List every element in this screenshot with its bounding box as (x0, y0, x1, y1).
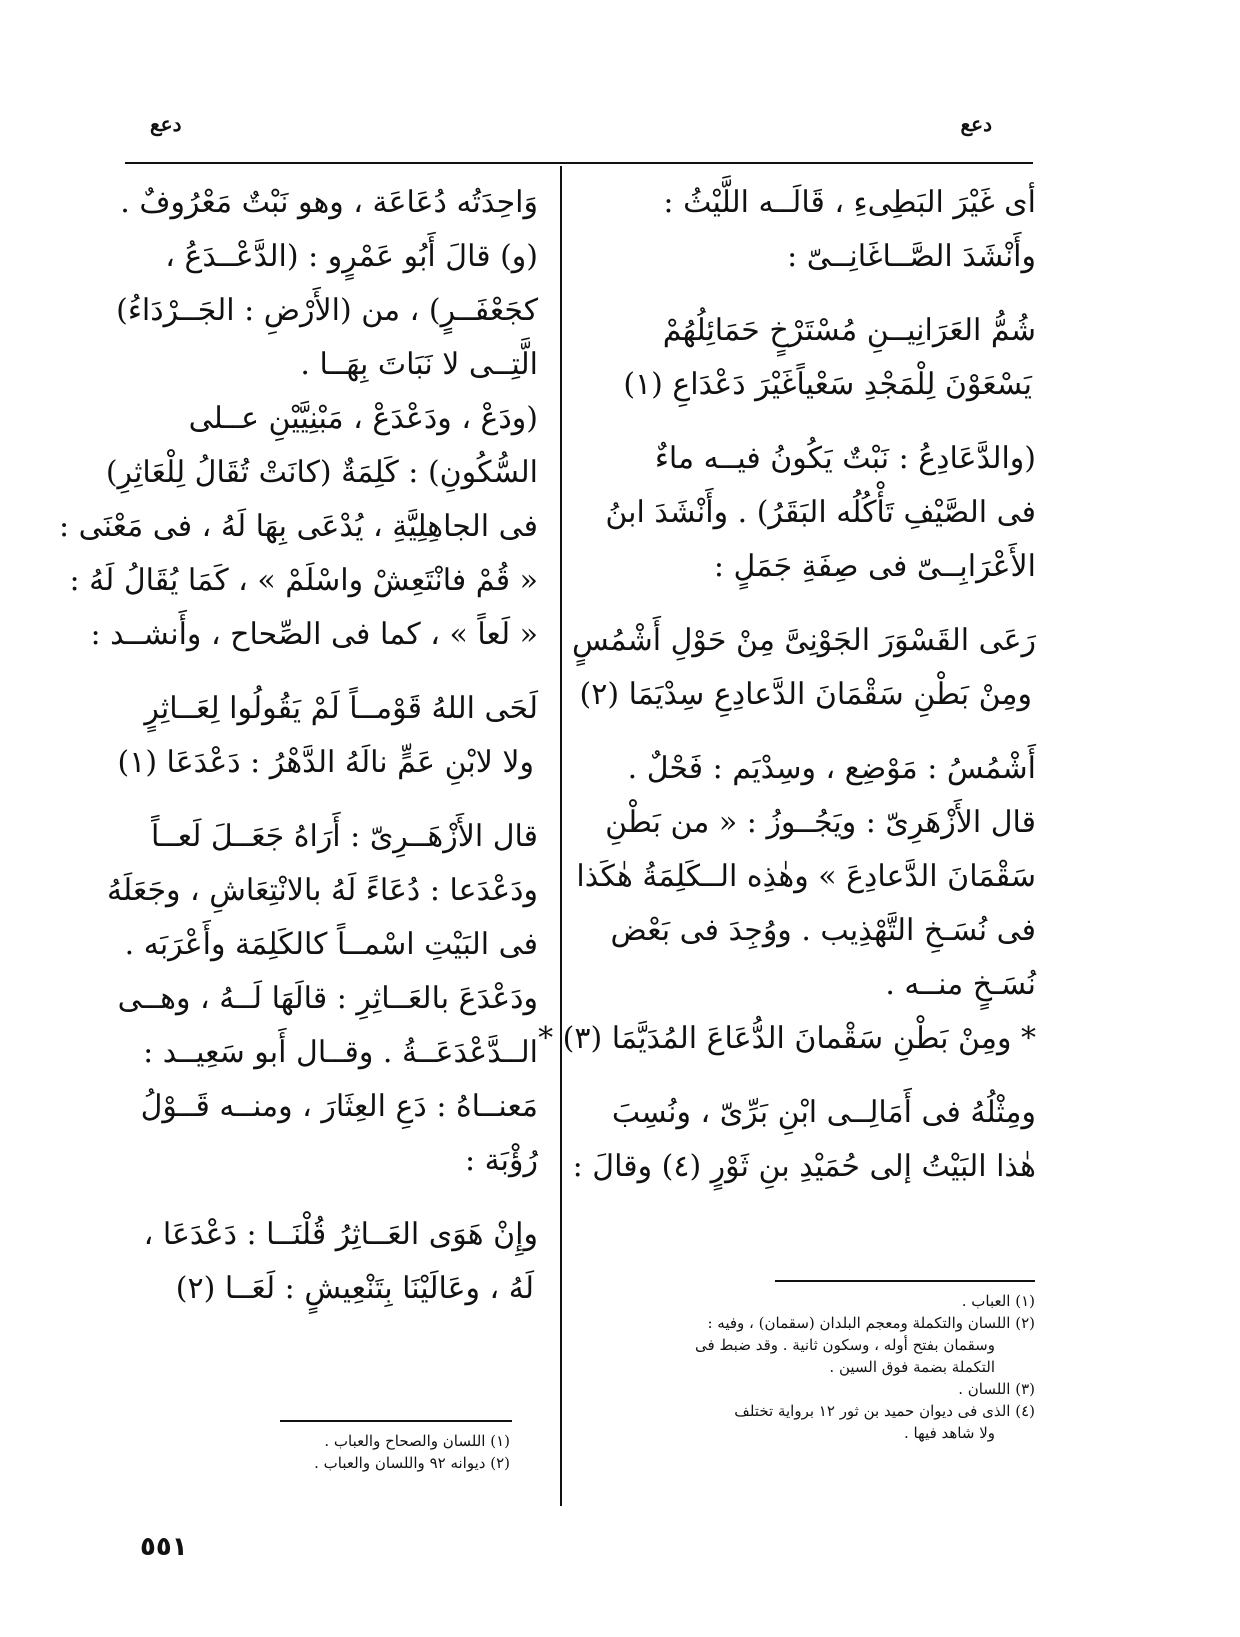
verse-line: * ومِنْ بَطْنِ سَقْمانَ الدُّعَاعَ المُدَيَّمَا (٣) * (538, 1021, 1036, 1056)
text-line: ودَعْدَعا : دُعَاءً لَهُ بالانْتِعَاشِ ، وجَعَلَهُ (106, 873, 538, 908)
text-line: أَشْمُسُ : مَوْضِع ، وسِدْيَم : فَحْلٌ . (627, 751, 1036, 786)
text-line: هٰذا البَيْتُ إلى حُمَيْدِ بنِ ثَوْرٍ (٤) وقالَ : (572, 1149, 1036, 1184)
footnote-rule-right (775, 1280, 1035, 1282)
verse-line: ولا لابْنِ عَمٍّ نالَهُ الدَّهْرُ : دَعْدَعَا (١) (117, 745, 534, 780)
footnote-line: (١) اللسان والصحاح والعباب . (324, 1432, 510, 1450)
verse-line: لَحَى اللهُ قَوْمــاً لَمْ يَقُولُوا لِعَــاثِرٍ (144, 691, 538, 726)
footnotes-left (255, 1430, 510, 1474)
text-line: نُسَـخٍ منــه . (885, 967, 1036, 1002)
running-header-left: دعع (150, 112, 182, 136)
text-line: « لَعاً » ، كما فى الصِّحاح ، وأَنشــد : (90, 617, 538, 652)
verse-line: شُمُّ العَرَانِيــنِ مُسْتَرْخٍ حَمَائِلُهُمْ (662, 313, 1036, 348)
verse-line: رَعَى القَسْوَرَ الجَوْنِىَّ مِنْ حَوْلِ أَشْمُسٍ (572, 623, 1036, 658)
footnotes-right (595, 1290, 1035, 1444)
verse-line: ومِنْ بَطْنِ سَقْمَانَ الدَّعادِعِ سِدْيَمَا (٢) (579, 677, 1032, 712)
text-line: فى الصَّيْفِ تَأْكُلُه البَقَرُ) . وأَنْشَدَ ابنُ (605, 495, 1036, 530)
text-line: ودَعْدَعَ بالعَــاثِرِ : قالَهَا لَــهُ ، وهــى (117, 981, 538, 1016)
text-line: (و) قالَ أَبُو عَمْرٍو : (الدَّعْــدَعُ ، (165, 239, 538, 274)
footnote-line: (٤) الذى فى ديوان حميد بن ثور ١٢ برواية تختلف (734, 1402, 1035, 1420)
verse-line: لَهُ ، وعَالَيْنَا بِتَنْعِيشٍ : لَعَــا (٢) (175, 1271, 534, 1306)
right-column (538, 176, 1036, 1194)
text-line: رُؤْبَة : (464, 1143, 538, 1178)
text-line: (والدَّعَادِعُ : نَبْتٌ يَكُونُ فيــه ماءٌ (654, 441, 1036, 476)
footnote-line: (٢) ديوانه ٩٢ واللسان والعباب . (314, 1454, 510, 1472)
text-line: وأَنْشَدَ الصَّــاغَانِــىّ : (787, 239, 1036, 274)
page-number: ٥٥١ (140, 1532, 188, 1562)
footnote-line: (١) العباب . (961, 1292, 1035, 1310)
text-line: فى الجاهِلِيَّةِ ، يُدْعَى بِهَا لَهُ ، فى مَعْنَى : (58, 509, 538, 544)
text-line: أى غَيْرَ البَطِىءِ ، قَالَــه اللَّيْثُ : (663, 185, 1036, 220)
verse-line: يَسْعَوْنَ لِلْمَجْدِ سَعْياًغَيْرَ دَعْدَاعِ (١) (623, 367, 1032, 402)
text-line: مَعنــاهُ : دَعِ العِثَارَ ، ومنــه قَــوْلُ (140, 1089, 538, 1124)
text-line: قال الأَزْهَرِىّ : ويَجُــوزُ : « من بَطْنِ (605, 805, 1036, 840)
column-divider (560, 166, 562, 1506)
header-rule (125, 162, 1033, 164)
footnote-line: ولا شاهد فيها . (904, 1424, 995, 1442)
text-line: ومِثْلُهُ فى أَمَالِــى ابْنِ بَرِّىّ ، ونُسِبَ (611, 1095, 1036, 1130)
text-line: الــدَّعْدَعَــةُ . وقــال أَبو سَعِيــد : (143, 1035, 538, 1070)
text-line: سَقْمَانَ الدَّعادِعَ » وهٰذِه الــكَلِمَةُ هٰكَذا (576, 859, 1036, 894)
text-line: « قُمْ فانْتَعِشْ واسْلَمْ » ، كَمَا يُقَالُ لَهُ : (69, 563, 538, 598)
text-line: (ودَعْ ، ودَعْدَعْ ، مَبْنِيَّيْنِ عــلى (188, 401, 538, 436)
text-line: كجَعْفَــرٍ) ، من (الأَرْضِ : الجَــرْدَاءُ) (116, 293, 538, 328)
text-line: الَّتِــى لا نَبَاتَ بِهَــا . (300, 347, 538, 382)
text-line: فى نُسَـخِ التَّهْذِيب . ووُجِدَ فى بَعْض (610, 913, 1036, 948)
left-column (58, 176, 538, 1316)
verse-line: وإِنْ هَوَى العَــاثِرُ قُلْنَــا : دَعْدَعَا ، (143, 1217, 538, 1252)
footnote-line: وسقمان بفتح أوله ، وسكون ثانية . وقد ضبط فى (695, 1336, 995, 1354)
footnote-line: (٢) اللسان والتكملة ومعجم البلدان (سقمان) ، وفيه : (707, 1314, 1035, 1332)
text-line: الأَعْرَابِــىّ فى صِفَةِ جَمَلٍ : (713, 549, 1036, 584)
footnote-rule-left (280, 1420, 512, 1422)
footnote-line: (٣) اللسان . (958, 1380, 1035, 1398)
text-line: وَاحِدَتُه دُعَاعَة ، وهو نَبْتٌ مَعْرُوفٌ . (120, 185, 538, 220)
running-header-right: دعع (960, 112, 992, 136)
footnote-line: التكملة بضمة فوق السين . (829, 1358, 995, 1376)
text-line: فى البَيْتِ اسْمــاً كالكَلِمَة وأَعْرَبَه . (124, 927, 538, 962)
text-line: السُّكُونِ) : كَلِمَةٌ (كانَتْ تُقَالُ لِلْعَاثِرِ) (105, 455, 538, 490)
text-line: قال الأَزْهَــرِىّ : أَرَاهُ جَعَــلَ لَعــاً (151, 819, 538, 854)
